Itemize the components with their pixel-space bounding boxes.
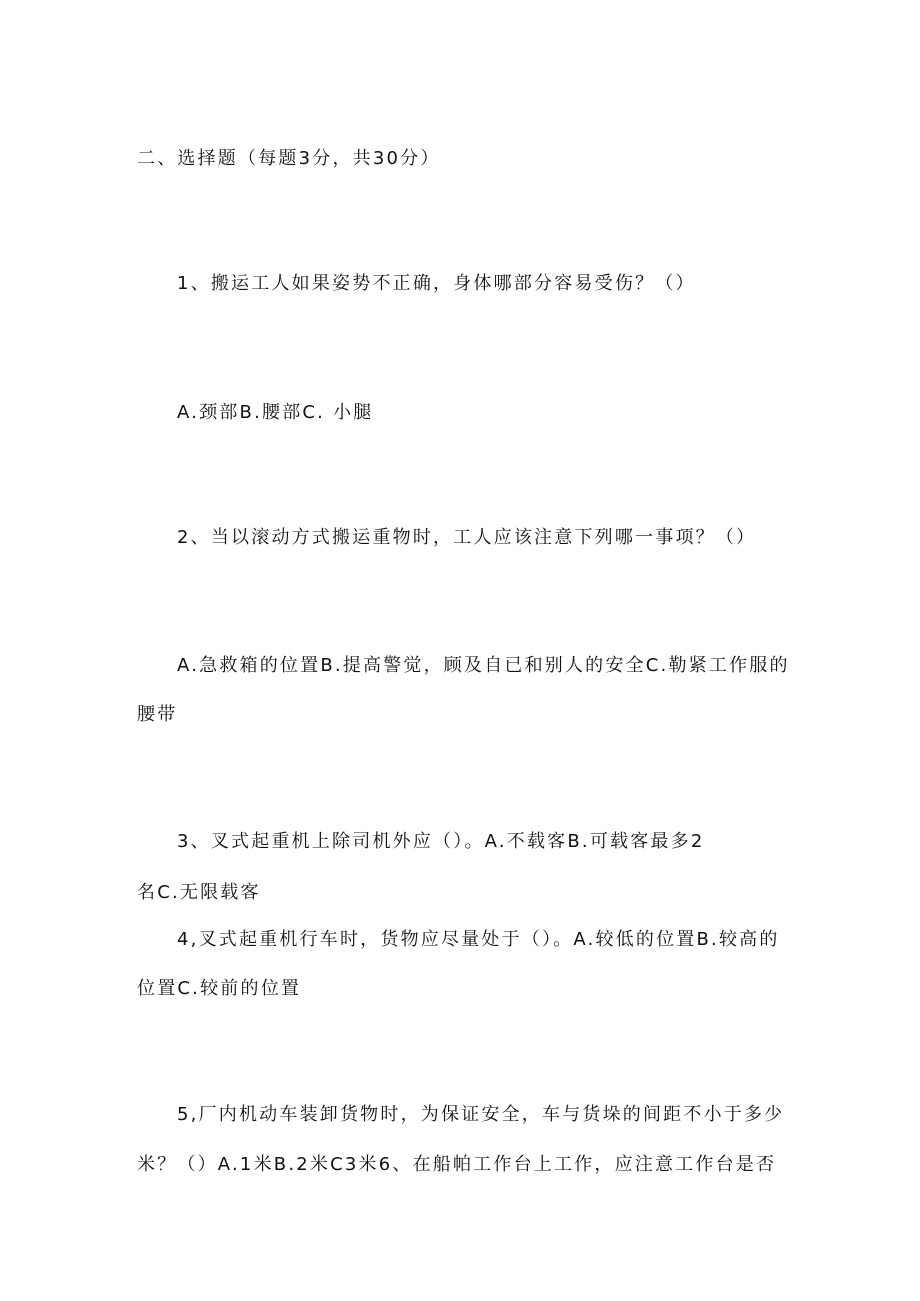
question-5-line-1: 5,厂内机动车装卸货物时，为保证安全，车与货垛的间距不小于多少: [177, 1104, 785, 1125]
question-4-line-2: 位置C.较前的位置: [137, 978, 302, 999]
section-heading: 二、选择题（每题3分，共30分）: [137, 148, 441, 169]
question-3-line-2: 名C.无限载客: [137, 882, 261, 903]
question-1: 1、搬运工人如果姿势不正确，身体哪部分容易受伤？（）: [177, 273, 696, 294]
question-2: 2、当以滚动方式搬运重物时，工人应该注意下列哪一事项？（）: [177, 527, 757, 548]
question-2-options-line-2: 腰带: [137, 704, 178, 725]
question-3-line-1: 3、叉式起重机上除司机外应（）。A.不载客B.可载客最多2: [177, 831, 705, 852]
question-4-line-1: 4,叉式起重机行车时，货物应尽量处于（）。A.较低的位置B.较高的: [177, 929, 780, 950]
question-1-options: A.颈部B.腰部C. 小腿: [177, 402, 374, 423]
question-2-options-line-1: A.急救箱的位置B.提高警觉，顾及自已和别人的安全C.勒紧工作服的: [177, 655, 790, 676]
question-5-line-2: 米？（）A.1米B.2米C3米6、在船帕工作台上工作，应注意工作台是否: [137, 1154, 777, 1175]
